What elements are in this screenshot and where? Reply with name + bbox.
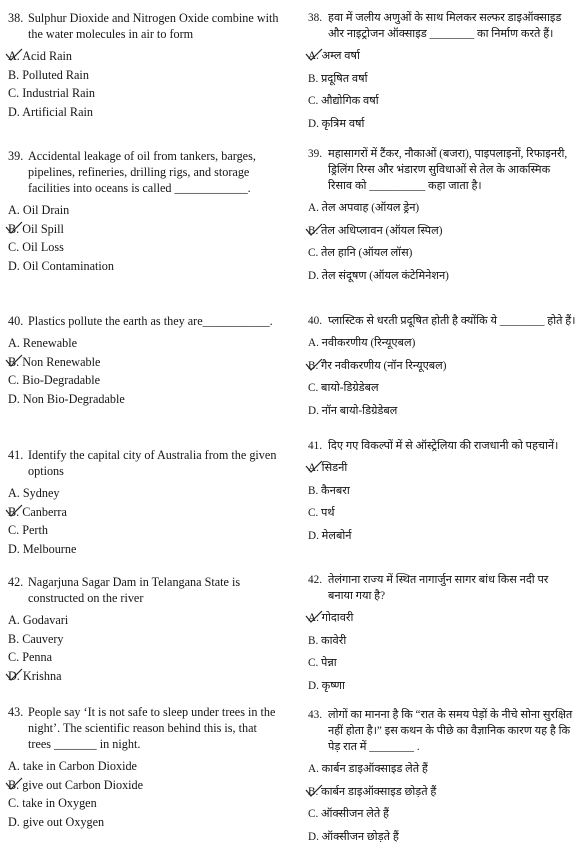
option-label: B. Oil Spill xyxy=(8,221,64,236)
option-b[interactable] xyxy=(308,633,576,649)
option-c[interactable] xyxy=(308,806,576,822)
question-body: People say ‘It is not safe to sleep under trees in the night’. The scientific reason behind this is, that trees _______ in night. xyxy=(28,705,276,751)
option-b[interactable] xyxy=(308,358,576,374)
question-block xyxy=(8,313,280,409)
option-d[interactable] xyxy=(308,403,576,419)
option-a[interactable] xyxy=(8,335,280,351)
option-label: C. पर्थ xyxy=(308,507,335,519)
question-body: हवा में जलीय अणुओं के साथ मिलकर सल्फर डाइऑक्साइड और नाइट्रोजन ऑक्साइड ________ का निर्माण करते हैं। xyxy=(328,12,562,40)
options-list xyxy=(8,48,280,120)
option-label: A. नवीकरणीय (रिन्यूएबल) xyxy=(308,337,416,349)
option-label: B. कार्बन डाइऑक्साइड छोड़ते हैं xyxy=(308,785,437,798)
option-label: A. Godavari xyxy=(8,613,69,627)
option-label: C. औद्योगिक वर्षा xyxy=(308,95,379,107)
option-label: C. Perth xyxy=(8,523,48,537)
question-body: तेलंगाना राज्य में स्थित नागार्जुन सागर बांध किस नदी पर बनाया गया है? xyxy=(328,574,549,602)
option-c[interactable] xyxy=(8,795,280,811)
option-d[interactable] xyxy=(8,391,280,407)
option-label: B. कैनबरा xyxy=(308,484,350,497)
options-list xyxy=(308,761,576,845)
question-body: Nagarjuna Sagar Dam in Telangana State is constructed on the river xyxy=(28,575,241,605)
option-c[interactable] xyxy=(308,380,576,396)
option-label: B. प्रदूषित वर्षा xyxy=(308,72,368,85)
options-list xyxy=(308,48,576,132)
question-block xyxy=(308,707,576,851)
option-label: C. तेल हानि (ऑयल लॉस) xyxy=(308,247,413,259)
option-label: A. Renewable xyxy=(8,336,78,350)
option-label: B. Canberra xyxy=(8,504,67,519)
option-label: A. Acid Rain xyxy=(8,49,72,63)
option-a[interactable] xyxy=(308,335,576,351)
option-label: C. ऑक्सीजन लेते हैं xyxy=(308,808,389,820)
option-a[interactable] xyxy=(308,200,576,216)
option-label: B. कावेरी xyxy=(308,634,347,647)
question-number: 41. xyxy=(8,448,24,462)
question-text xyxy=(8,447,280,479)
question-body: Plastics pollute the earth as they are___________. xyxy=(28,314,273,328)
option-a[interactable] xyxy=(8,612,280,628)
option-d[interactable] xyxy=(8,258,280,274)
question-text xyxy=(8,10,280,42)
option-a[interactable] xyxy=(308,610,576,626)
option-label: A. तेल अपवाह (ऑयल ड्रेन) xyxy=(308,202,420,214)
options-list xyxy=(308,460,576,544)
question-text xyxy=(308,707,576,755)
options-list xyxy=(308,200,576,284)
question-text xyxy=(308,313,576,329)
option-c[interactable] xyxy=(8,649,280,665)
option-d[interactable] xyxy=(308,528,576,544)
option-label: D. give out Oxygen xyxy=(8,814,105,829)
option-c[interactable] xyxy=(308,245,576,261)
question-number: 43. xyxy=(308,709,322,721)
question-text xyxy=(308,438,576,454)
question-block xyxy=(8,704,280,832)
option-c[interactable] xyxy=(8,372,280,388)
question-number: 42. xyxy=(308,574,322,586)
option-label: D. Oil Contamination xyxy=(8,258,114,273)
option-d[interactable] xyxy=(8,668,280,684)
option-b[interactable] xyxy=(308,71,576,87)
option-label: B. गैर नवीकरणीय (नॉन रिन्यूएबल) xyxy=(308,359,447,372)
question-number: 39. xyxy=(308,148,322,160)
option-d[interactable] xyxy=(308,678,576,694)
option-label: B. give out Carbon Dioxide xyxy=(8,777,144,792)
question-number: 39. xyxy=(8,149,24,163)
option-label: D. ऑक्सीजन छोड़ते हैं xyxy=(308,830,399,843)
question-block xyxy=(308,10,576,138)
question-block xyxy=(308,146,576,290)
option-a[interactable] xyxy=(8,48,280,64)
option-b[interactable] xyxy=(8,221,280,237)
option-a[interactable] xyxy=(8,485,280,501)
option-d[interactable] xyxy=(8,814,280,830)
question-block xyxy=(308,572,576,700)
option-label: B. Non Renewable xyxy=(8,354,101,369)
question-body: महासागरों में टैंकर, नौकाओं (बजरा), पाइपलाइनों, रिफाइनरी, ड्रिलिंग रिग्स और भंडारण सुविधाओं से तेल के आकस्मिक रिसाव को __________ कहा जाता है। xyxy=(328,148,568,192)
question-body: Sulphur Dioxide and Nitrogen Oxide combine with the water molecules in air to form xyxy=(28,11,279,41)
option-b[interactable] xyxy=(8,504,280,520)
option-label: C. Penna xyxy=(8,650,53,664)
option-b[interactable] xyxy=(8,354,280,370)
options-list xyxy=(308,610,576,694)
question-block xyxy=(308,438,576,550)
option-c[interactable] xyxy=(8,239,280,255)
question-number: 40. xyxy=(8,314,24,328)
option-c[interactable] xyxy=(308,505,576,521)
options-list xyxy=(8,758,280,830)
question-number: 43. xyxy=(8,705,24,719)
option-b[interactable] xyxy=(8,777,280,793)
question-text xyxy=(308,572,576,604)
option-c[interactable] xyxy=(308,655,576,671)
question-text xyxy=(308,10,576,42)
option-label: A. take in Carbon Dioxide xyxy=(8,759,137,773)
option-d[interactable] xyxy=(8,104,280,120)
question-body: लोगों का मानना है कि “रात के समय पेड़ों के नीचे सोना सुरक्षित नहीं होता है।” इस कथन के पीछे का वैज्ञानिक कारण यह है कि पेड़ रात में ________ . xyxy=(328,709,573,753)
option-a[interactable] xyxy=(308,460,576,476)
option-a[interactable] xyxy=(8,758,280,774)
option-label: A. गोदावरी xyxy=(308,612,354,624)
option-label: D. Non Bio-Degradable xyxy=(8,391,125,406)
option-b[interactable] xyxy=(308,223,576,239)
question-block xyxy=(8,447,280,559)
question-number: 42. xyxy=(8,575,24,589)
options-list xyxy=(8,485,280,557)
question-body: दिए गए विकल्पों में से ऑस्ट्रेलिया की राजधानी को पहचानें। xyxy=(328,440,559,452)
option-label: C. पेन्ना xyxy=(308,657,337,669)
question-block xyxy=(8,148,280,276)
question-number: 38. xyxy=(8,11,24,25)
question-text xyxy=(8,313,280,329)
option-label: C. बायो-डिग्रेडेबल xyxy=(308,382,379,394)
option-label: D. Melbourne xyxy=(8,541,77,556)
options-list xyxy=(308,335,576,419)
option-label: D. तेल संदूषण (ऑयल कंटेमिनेशन) xyxy=(308,269,449,282)
option-label: A. कार्बन डाइऑक्साइड लेते हैं xyxy=(308,763,428,775)
option-label: C. Industrial Rain xyxy=(8,86,95,100)
option-c[interactable] xyxy=(8,522,280,538)
question-block xyxy=(308,313,576,425)
option-label: C. take in Oxygen xyxy=(8,796,97,810)
question-text xyxy=(8,148,280,196)
option-a[interactable] xyxy=(308,48,576,64)
option-label: A. सिडनी xyxy=(308,462,348,474)
option-d[interactable] xyxy=(308,829,576,845)
option-b[interactable] xyxy=(8,631,280,647)
question-body: Identify the capital city of Australia from the given options xyxy=(28,448,277,478)
question-text xyxy=(308,146,576,194)
option-label: A. Oil Drain xyxy=(8,203,70,217)
question-block xyxy=(8,574,280,686)
option-label: D. Artificial Rain xyxy=(8,104,93,119)
option-c[interactable] xyxy=(308,93,576,109)
option-a[interactable] xyxy=(8,202,280,218)
question-body: प्लास्टिक से धरती प्रदूषित होती है क्योंकि ये ________ होते हैं। xyxy=(328,315,576,327)
question-number: 40. xyxy=(308,315,322,327)
options-list xyxy=(8,335,280,407)
question-block xyxy=(8,10,280,122)
option-label: D. Krishna xyxy=(8,668,62,683)
option-label: A. Sydney xyxy=(8,486,60,500)
options-list xyxy=(8,612,280,684)
option-label: B. Polluted Rain xyxy=(8,67,89,82)
option-label: D. कृष्णा xyxy=(308,679,345,692)
option-label: C. Oil Loss xyxy=(8,240,64,254)
option-b[interactable] xyxy=(308,784,576,800)
question-number: 41. xyxy=(308,440,322,452)
question-text xyxy=(8,574,280,606)
option-label: D. कृत्रिम वर्षा xyxy=(308,117,365,130)
option-b[interactable] xyxy=(308,483,576,499)
option-d[interactable] xyxy=(308,116,576,132)
option-a[interactable] xyxy=(308,761,576,777)
option-b[interactable] xyxy=(8,67,280,83)
option-d[interactable] xyxy=(308,268,576,284)
option-c[interactable] xyxy=(8,85,280,101)
option-label: D. नॉन बायो-डिग्रेडेबल xyxy=(308,404,398,417)
option-label: C. Bio-Degradable xyxy=(8,373,101,387)
question-body: Accidental leakage of oil from tankers, barges, pipelines, refineries, drilling rigs, and storage facilities into oceans is called ____________. xyxy=(28,149,256,195)
option-d[interactable] xyxy=(8,541,280,557)
option-label: A. अम्ल वर्षा xyxy=(308,50,360,62)
question-number: 38. xyxy=(308,12,322,24)
option-label: B. तेल अधिप्लावन (ऑयल स्पिल) xyxy=(308,224,443,237)
option-label: B. Cauvery xyxy=(8,631,64,646)
question-text xyxy=(8,704,280,752)
options-list xyxy=(8,202,280,274)
option-label: D. मेलबोर्न xyxy=(308,529,352,542)
